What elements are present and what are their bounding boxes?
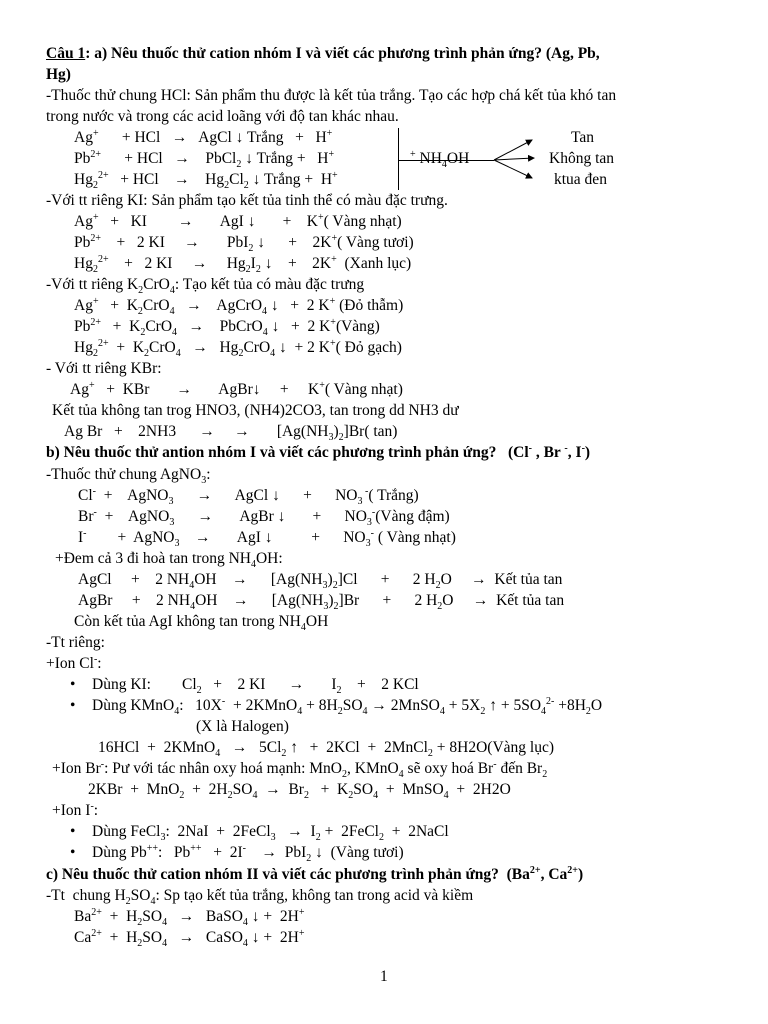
i-pb: • Dùng Pb++: Pb++ + 2I- → PbI$_2$ ↓ (Vàng tươi)	[92, 844, 404, 862]
k2cro4-rxn-pb: $Pb^{2+} + K_2CrO_4$ → PbCrO$_4$ ↓ + 2 K+(Vàng)	[74, 316, 380, 339]
agi-note: Còn kết tủa AgI không tan trong $NH_4OH$	[74, 613, 329, 634]
q1a-intro2: trong nước và trong các acid loãng với độ tan khác nhau.	[46, 108, 399, 125]
k2cro4-rxn-hg: $Hg_2^{2+} + K_2CrO_4 \to Hg_2CrO_4$ ↓ + 2 K+( Đỏ gạch)	[74, 337, 402, 360]
h2so4-intro: -Tt chung $H_2SO_4$: Sp tạo kết tủa trắng, không tan trong acid và kiềm	[46, 887, 474, 908]
cl-kmno4: • Dùng KMnO$_4$: 10X- + 2KMnO$_4$ + $8H_2SO_4$ → 2MnSO$_4$ + $5X_2$ ↑ + $5SO_4^{2-} +8H_2O$	[92, 697, 602, 715]
hcl-rxn-ag: Ag+ + HCl → AgCl ↓ Trắng + H+	[74, 127, 333, 146]
br-rxn: $2KBr + MnO_2 + 2H_2SO_4 \to Br_2 + K_2SO_4$ + MnSO$_4$ + 2H2O	[88, 781, 511, 802]
agno3-rxn-br: Br- + AgNO$_3$ → AgBr ↓ + $NO_3^-(Vàng$ đậm)	[78, 506, 450, 529]
k2cro4-rxn-ag: $Ag^+ + K_2CrO_4$ → AgCrO$_4$ ↓ + 2 K+ (Đỏ thẫm)	[74, 295, 404, 318]
ki-intro: -Với tt riêng KI: Sản phẩm tạo kết tủa tinh thể có màu đặc trưng.	[46, 192, 448, 209]
nh4oh-intro: +Đem cả 3 đi hoà tan trong $NH_4OH$:	[55, 550, 283, 571]
ion-i: +Ion I-:	[52, 800, 99, 819]
page-number: 1	[380, 968, 388, 985]
nh4oh-result-hg: ktua đen	[554, 171, 607, 188]
nh4oh-arrows	[490, 136, 540, 186]
i-fecl3: • Dùng FeCl$_3$: 2NaI + 2FeCl$_3$ → $I_2$ + 2FeCl$_2$ + 2NaCl	[92, 823, 449, 841]
nh4oh-rxn-agbr: AgBr + 2 $NH_4OH$ → $[Ag(NH_3)_2]Br$ + 2 $H_2O$ → Kết tủa tan	[78, 592, 565, 613]
nh4oh-label: + $NH_4OH$	[410, 148, 470, 171]
kbr-note: Kết tủa không tan trog HNO3, (NH4)2CO3, tan trong dd NH3 dư	[52, 402, 459, 419]
agno3-rxn-cl: Cl- + AgNO$_3$ → AgCl ↓ + $NO_3$ -( Trắng)	[78, 485, 419, 508]
q1a-title-cont: Hg)	[46, 66, 71, 83]
ki-rxn-pb: $Pb^{2+}$ + 2 KI → PbI$_2$ ↓ + 2K+( Vàng tươi)	[74, 232, 414, 255]
ion-br: +Ion Br-: Pư với tác nhân oxy hoá mạnh: MnO$_2$, KMnO$_4$ sẽ oxy hoá Br- đến $Br_2$	[52, 758, 548, 781]
kbr-rxn: Ag+ + KBr → AgBr↓ + K+( Vàng nhạt)	[70, 379, 403, 398]
agno3-intro: -Thuốc thử chung AgNO$_3$:	[46, 466, 211, 487]
tt-rieng: -Tt riêng:	[46, 634, 105, 651]
nh4oh-result-pb: Không tan	[549, 150, 615, 167]
ki-rxn-ag: Ag+ + KI → AgI ↓ + K+( Vàng nhạt)	[74, 211, 402, 230]
q1b-title: b) Nêu thuốc thử antion nhóm I và viết các phương trình phản ứng? (Cl- , Br -, I-)	[46, 442, 591, 461]
h2so4-rxn-ba: $Ba^{2+} + H_2SO_4$ → BaSO$_4$ ↓ + 2H+	[74, 906, 305, 929]
ki-rxn-hg: $Hg_2^{2+}$ + 2 KI → $Hg_2I_2$ ↓ + 2K+ (Xanh lục)	[74, 253, 412, 276]
ion-cl: +Ion Cl-:	[46, 653, 102, 672]
halogen-note: (X là Halogen)	[196, 718, 289, 735]
hcl-rxn-pb: $Pb^{2+}$ + HCl → PbCl$_2$ ↓ Trắng + H+	[74, 148, 335, 171]
cl-ki: • Dùng KI: $Cl_2$ + 2 KI → $I_2$ + 2 KCl	[92, 676, 419, 694]
h2so4-rxn-ca: $Ca^{2+} + H_2SO_4$ → CaSO$_4$ ↓ + 2H+	[74, 927, 305, 950]
nh4oh-rxn-agcl: AgCl + 2 $NH_4OH$ → $[Ag(NH_3)_2]Cl$ + 2 $H_2O$ → Kết tủa tan	[78, 571, 563, 592]
k2cro4-intro: -Với tt riêng $K_2CrO_4$: Tạo kết tủa có màu đặc trưng	[46, 276, 365, 297]
nh4oh-result-ag: Tan	[571, 129, 595, 146]
q1a-intro1: -Thuốc thử chung HCl: Sản phẩm thu được là kết tủa trắng. Tạo các hợp chá kết tủa khó tan	[46, 87, 617, 104]
agno3-rxn-i: I- + AgNO$_3$ → AgI ↓ + $NO_3^-$ ( Vàng nhạt)	[78, 527, 456, 550]
kbr-nh3: Ag Br + 2NH3 → → $[Ag(NH_3)_2]Br$( tan)	[64, 423, 398, 444]
hcl-rxn-hg: $Hg_2^{2+}$ + HCl → $Hg_2Cl_2$ ↓ Trắng + H+	[74, 169, 338, 192]
kbr-intro: - Với tt riêng KBr:	[46, 360, 162, 377]
q1a-title: Câu 1: a) Nêu thuốc thử cation nhóm I và viết các phương trình phản ứng? (Ag, Pb,	[46, 45, 600, 62]
q1c-title: c) Nêu thuốc thử cation nhóm II và viết các phương trình phản ứng? ($Ba^{2+}$, $Ca^{2+}$)	[46, 864, 584, 883]
bracket-line	[398, 128, 399, 190]
hcl-kmno4: 16HCl + 2KMnO$_4$ → $5Cl_2$ ↑ + 2KCl + 2MnCl$_2$ + 8H2O(Vàng lục)	[98, 739, 554, 760]
